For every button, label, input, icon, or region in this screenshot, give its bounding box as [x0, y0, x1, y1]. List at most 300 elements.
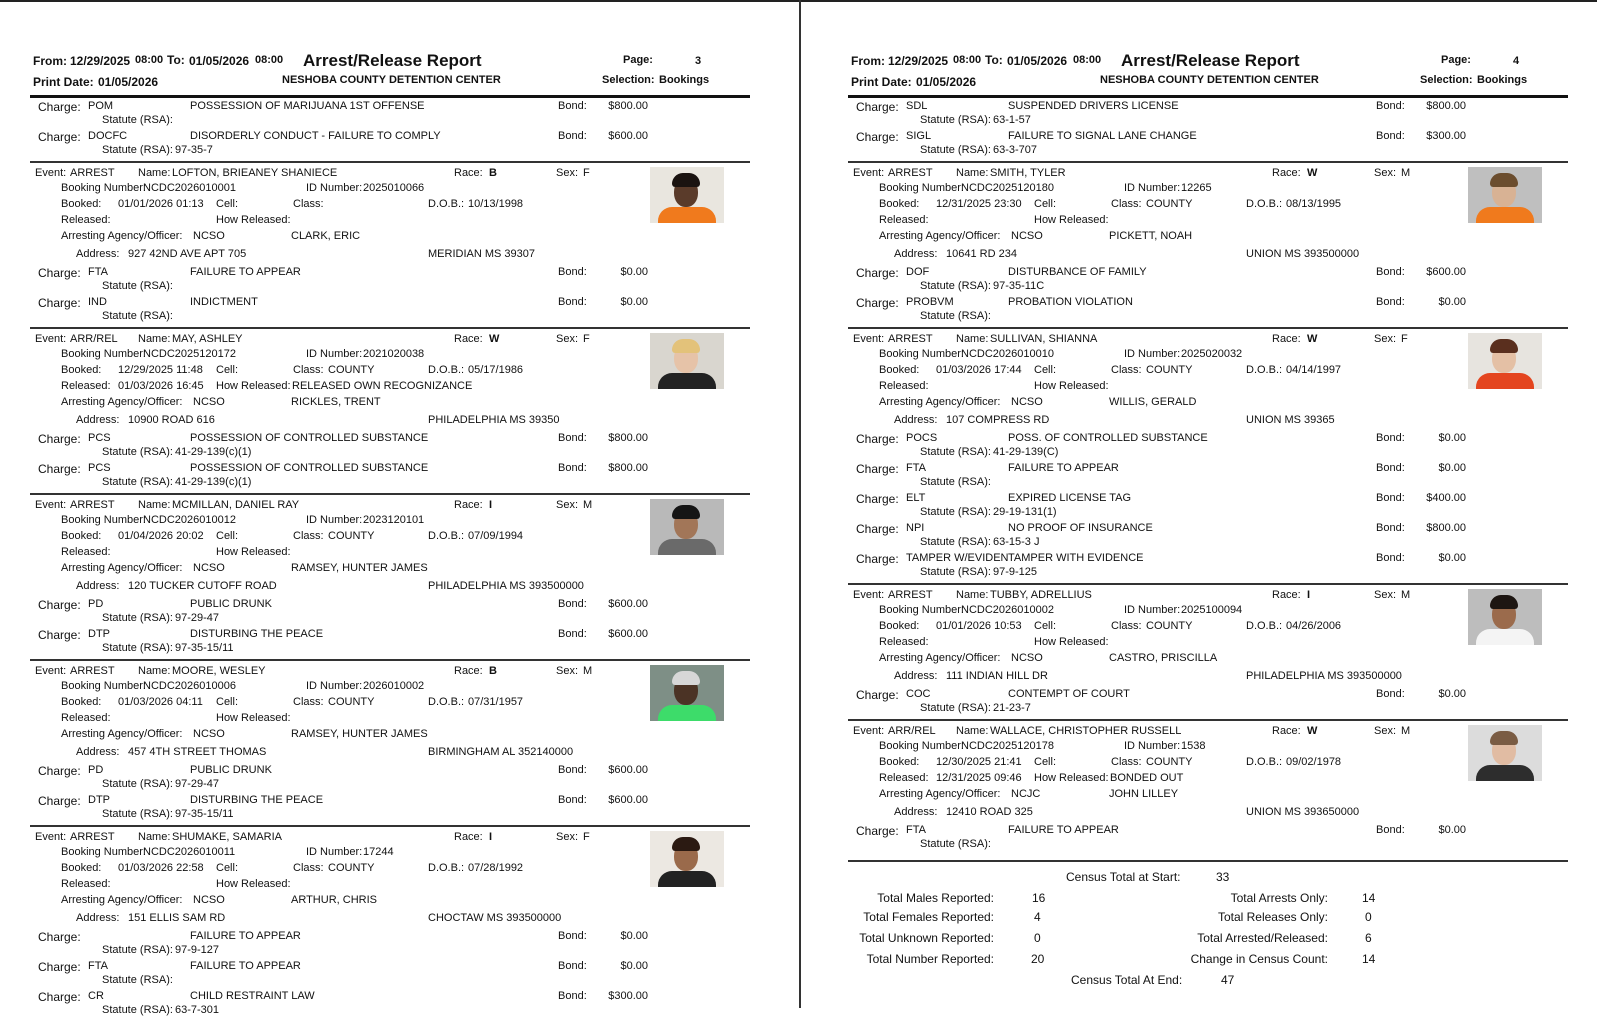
bond-label: Bond:: [558, 100, 587, 112]
charge-code: SIGL: [906, 130, 932, 142]
booked-label: Booked:: [61, 364, 102, 376]
address-row: [848, 248, 1568, 262]
cell-label: Cell:: [1034, 198, 1057, 210]
charge-code: POM: [88, 100, 114, 112]
statute-row: [30, 642, 750, 656]
facility-name: NESHOBA COUNTY DETENTION CENTER: [282, 74, 501, 86]
booking-number: NCDC2025120178: [961, 740, 1054, 752]
booking-number-label: Booking Number:: [61, 514, 146, 526]
females-label: Total Females Reported:: [863, 910, 994, 924]
sex-value: M: [1401, 167, 1411, 179]
bond-label: Bond:: [1376, 130, 1405, 142]
charge-label: Charge:: [856, 100, 899, 114]
released-row: [848, 380, 1568, 394]
statute-value: 63-3-707: [993, 144, 1038, 156]
race-value: W: [489, 333, 500, 345]
address-label: Address:: [894, 248, 938, 260]
agency-label: Arresting Agency/Officer:: [879, 396, 1001, 408]
id-number: 1538: [1181, 740, 1206, 752]
statute-row: [848, 280, 1568, 294]
charge-description: EXPIRED LICENSE TAG: [1008, 492, 1132, 504]
how-released-label: How Released:: [1034, 380, 1109, 392]
charge-code: DOF: [906, 266, 930, 278]
to-time: 08:00: [1073, 54, 1102, 66]
census-start-value: 33: [1216, 870, 1230, 884]
cell-label: Cell:: [1034, 620, 1057, 632]
race-value: W: [1307, 725, 1318, 737]
how-released-label: How Released:: [216, 214, 291, 226]
city-state-zip: CHOCTAW MS 393500000: [428, 912, 562, 924]
event-type: ARREST: [70, 499, 115, 511]
print-date-label: Print Date:: [33, 75, 94, 89]
charge-description: FAILURE TO APPEAR: [1008, 462, 1119, 474]
bond-label: Bond:: [558, 130, 587, 142]
event-type: ARREST: [888, 589, 933, 601]
booked-row: [30, 364, 750, 378]
address-value: 927 42ND AVE APT 705: [128, 248, 247, 260]
booked-datetime: 12/29/2025 11:48: [118, 364, 203, 376]
bond-amount: $800.00: [1426, 522, 1466, 534]
charge-label: Charge:: [38, 990, 81, 1004]
charge-code: POCS: [906, 432, 938, 444]
class-label: Class:: [1111, 620, 1142, 632]
charge-code: TAMPER W/EVIDEN: [906, 552, 1009, 564]
race-label: Race:: [454, 499, 483, 511]
sex-value: F: [583, 831, 590, 843]
event-type: ARREST: [70, 665, 115, 677]
name-label: Name:: [956, 725, 989, 737]
report-page-3: [30, 0, 750, 1016]
bond-label: Bond:: [1376, 522, 1405, 534]
statute-label: Statute (RSA):: [102, 642, 173, 654]
statute-label: Statute (RSA):: [920, 144, 991, 156]
agency-row: [848, 396, 1568, 410]
address-value: 120 TUCKER CUTOFF ROAD: [128, 580, 277, 592]
released-datetime: 12/31/2025 09:46: [936, 772, 1022, 784]
charge-code: PROBVM: [906, 296, 954, 308]
bond-amount: $600.00: [608, 598, 648, 610]
event-row: [30, 499, 750, 513]
statute-label: Statute (RSA):: [920, 566, 991, 578]
agency-row: [30, 230, 750, 244]
event-separator: [848, 161, 1568, 163]
bond-label: Bond:: [1376, 462, 1405, 474]
charge-label: Charge:: [38, 100, 81, 114]
bond-amount: $0.00: [1438, 688, 1466, 700]
charge-label: Charge:: [38, 296, 81, 310]
bond-amount: $600.00: [608, 628, 648, 640]
cell-label: Cell:: [1034, 364, 1057, 376]
charge-code: PD: [88, 764, 104, 776]
bond-amount: $0.00: [1438, 552, 1466, 564]
city-state-zip: PHILADELPHIA MS 393500000: [428, 580, 584, 592]
booking-row: [30, 680, 750, 694]
charge-row: [30, 598, 750, 612]
dob-value: 07/28/1992: [468, 862, 524, 874]
officer-name: ARTHUR, CHRIS: [291, 894, 377, 906]
event-row: [848, 725, 1568, 739]
class-value: COUNTY: [1146, 620, 1193, 632]
bond-label: Bond:: [1376, 824, 1405, 836]
booked-datetime: 12/31/2025 23:30: [936, 198, 1022, 210]
statute-row: [848, 566, 1568, 580]
bond-amount: $600.00: [608, 794, 648, 806]
bond-label: Bond:: [1376, 266, 1405, 278]
race-value: B: [489, 167, 497, 179]
id-number-label: ID Number:: [1124, 740, 1181, 752]
charge-row: [848, 462, 1568, 476]
booking-row: [30, 348, 750, 362]
females-value: 4: [1034, 910, 1041, 924]
released-row: [30, 380, 750, 394]
bond-amount: $0.00: [1438, 432, 1466, 444]
statute-label: Statute (RSA):: [102, 280, 173, 292]
booking-number: NCDC2026010002: [961, 604, 1054, 616]
booked-label: Booked:: [61, 862, 102, 874]
arrests-label: Total Arrests Only:: [1230, 891, 1328, 905]
charge-row: [848, 432, 1568, 446]
class-value: COUNTY: [1146, 364, 1193, 376]
to-date: 01/05/2026: [1007, 54, 1068, 68]
event-separator: [30, 161, 750, 163]
dob-label: D.O.B.:: [1246, 620, 1283, 632]
bond-label: Bond:: [558, 598, 587, 610]
statute-value: 97-9-125: [993, 566, 1038, 578]
class-label: Class:: [293, 364, 324, 376]
name-label: Name:: [138, 665, 171, 677]
race-value: I: [1307, 589, 1311, 601]
booking-row: [848, 348, 1568, 362]
bond-amount: $0.00: [620, 266, 648, 278]
charge-label: Charge:: [38, 598, 81, 612]
charge-description: PROBATION VIOLATION: [1008, 296, 1133, 308]
city-state-zip: BIRMINGHAM AL 352140000: [428, 746, 574, 758]
census-end-value: 47: [1221, 973, 1235, 987]
agency-label: Arresting Agency/Officer:: [61, 728, 183, 740]
released-label: Released:: [61, 380, 111, 392]
event-separator: [848, 583, 1568, 585]
charge-code: DOCFC: [88, 130, 128, 142]
address-label: Address:: [76, 414, 120, 426]
city-state-zip: UNION MS 393650000: [1246, 806, 1360, 818]
from-date: 12/29/2025: [888, 54, 949, 68]
charge-row: [30, 960, 750, 974]
charge-row: [30, 990, 750, 1004]
officer-name: CLARK, ERIC: [291, 230, 361, 242]
how-released-value: BONDED OUT: [1110, 772, 1184, 784]
dob-value: 09/02/1978: [1286, 756, 1342, 768]
id-number-label: ID Number:: [1124, 348, 1181, 360]
id-number: 2025100094: [1181, 604, 1243, 616]
statute-label: Statute (RSA):: [102, 446, 173, 458]
charge-code: FTA: [88, 960, 108, 972]
statute-label: Statute (RSA):: [102, 476, 173, 488]
charge-code: SDL: [906, 100, 928, 112]
charge-label: Charge:: [856, 824, 899, 838]
agency-label: Arresting Agency/Officer:: [61, 230, 183, 242]
booked-row: [848, 620, 1568, 634]
cell-label: Cell:: [1034, 756, 1057, 768]
bond-amount: $600.00: [608, 130, 648, 142]
unknown-value: 0: [1034, 931, 1041, 945]
charge-description: POSSESSION OF CONTROLLED SUBSTANCE: [190, 432, 429, 444]
address-label: Address:: [76, 912, 120, 924]
person-name: MAY, ASHLEY: [172, 333, 243, 345]
bond-amount: $0.00: [620, 960, 648, 972]
sex-label: Sex:: [1374, 167, 1397, 179]
report-title: Arrest/Release Report: [1121, 51, 1300, 70]
event-type: ARREST: [70, 831, 115, 843]
agency-value: NCSO: [193, 230, 225, 242]
event-type: ARREST: [888, 333, 933, 345]
charge-code: PCS: [88, 432, 111, 444]
sex-label: Sex:: [556, 167, 579, 179]
agency-label: Arresting Agency/Officer:: [61, 396, 183, 408]
address-row: [30, 912, 750, 926]
how-released-label: How Released:: [1034, 772, 1109, 784]
from-time: 08:00: [135, 54, 164, 66]
race-label: Race:: [454, 831, 483, 843]
event-type: ARREST: [888, 167, 933, 179]
charge-description: POSSESSION OF MARIJUANA 1ST OFFENSE: [190, 100, 425, 112]
statute-value: 97-35-7: [175, 144, 213, 156]
event-type: ARR/REL: [888, 725, 936, 737]
charge-label: Charge:: [38, 628, 81, 642]
bond-amount: $300.00: [608, 990, 648, 1002]
race-value: W: [1307, 167, 1318, 179]
statute-row: [30, 612, 750, 626]
charge-code: COC: [906, 688, 931, 700]
bond-amount: $300.00: [1426, 130, 1466, 142]
event-separator: [30, 659, 750, 661]
agency-value: NCSO: [1011, 652, 1043, 664]
event-label: Event:: [35, 831, 67, 843]
booked-label: Booked:: [879, 756, 920, 768]
sex-value: M: [1401, 725, 1411, 737]
dob-value: 10/13/1998: [468, 198, 524, 210]
from-time: 08:00: [953, 54, 982, 66]
id-number-label: ID Number:: [306, 846, 363, 858]
statute-label: Statute (RSA):: [102, 1004, 173, 1016]
arrests-value: 14: [1362, 891, 1376, 905]
statute-row: [848, 702, 1568, 716]
bond-label: Bond:: [1376, 688, 1405, 700]
sex-label: Sex:: [556, 333, 579, 345]
booked-row: [848, 198, 1568, 212]
statute-value: 21-23-7: [993, 702, 1031, 714]
charge-description: POSSESSION OF CONTROLLED SUBSTANCE: [190, 462, 429, 474]
bond-label: Bond:: [558, 266, 587, 278]
charge-description: DISTURBANCE OF FAMILY: [1008, 266, 1147, 278]
cell-label: Cell:: [216, 862, 239, 874]
officer-name: CASTRO, PRISCILLA: [1109, 652, 1218, 664]
address-label: Address:: [76, 248, 120, 260]
charge-row: [848, 100, 1568, 114]
class-value: COUNTY: [328, 364, 375, 376]
released-label: Released:: [879, 772, 929, 784]
person-name: TUBBY, ADRELLIUS: [990, 589, 1092, 601]
name-label: Name:: [956, 333, 989, 345]
statute-label: Statute (RSA):: [920, 506, 991, 518]
charge-code: FTA: [906, 824, 926, 836]
class-label: Class:: [293, 198, 324, 210]
charge-row: [30, 764, 750, 778]
statute-label: Statute (RSA):: [920, 536, 991, 548]
event-row: [30, 665, 750, 679]
address-row: [30, 746, 750, 760]
class-value: COUNTY: [328, 696, 375, 708]
how-released-label: How Released:: [216, 380, 291, 392]
booking-row: [30, 514, 750, 528]
event-separator: [848, 719, 1568, 721]
statute-row: [848, 446, 1568, 460]
charge-row: [848, 552, 1568, 566]
charge-row: [30, 930, 750, 944]
agency-value: NCSO: [193, 562, 225, 574]
statute-row: [30, 280, 750, 294]
agency-row: [848, 652, 1568, 666]
report-page-4: [848, 0, 1568, 1008]
charge-description: PUBLIC DRUNK: [190, 598, 272, 610]
event-label: Event:: [35, 333, 67, 345]
address-value: 10900 ROAD 616: [128, 414, 215, 426]
releases-label: Total Releases Only:: [1217, 910, 1328, 924]
event-type: ARREST: [70, 167, 115, 179]
booking-number: NCDC2025120172: [143, 348, 236, 360]
class-value: COUNTY: [1146, 756, 1193, 768]
bond-amount: $800.00: [608, 100, 648, 112]
bond-amount: $0.00: [1438, 296, 1466, 308]
statute-row: [30, 944, 750, 958]
how-released-value: RELEASED OWN RECOGNIZANCE: [292, 380, 473, 392]
releases-value: 0: [1365, 910, 1372, 924]
booked-datetime: 12/30/2025 21:41: [936, 756, 1022, 768]
event-label: Event:: [35, 665, 67, 677]
name-label: Name:: [138, 831, 171, 843]
id-number: 17244: [363, 846, 394, 858]
statute-value: 63-1-57: [993, 114, 1031, 126]
agency-value: NCSO: [193, 728, 225, 740]
summary-rule: [848, 860, 1568, 862]
charge-label: Charge:: [856, 296, 899, 310]
charge-code: DTP: [88, 794, 110, 806]
statute-label: Statute (RSA):: [102, 114, 173, 126]
booking-row: [30, 846, 750, 860]
sex-value: F: [1401, 333, 1408, 345]
sex-label: Sex:: [1374, 589, 1397, 601]
officer-name: RAMSEY, HUNTER JAMES: [291, 562, 428, 574]
change-value: 14: [1362, 952, 1376, 966]
address-row: [30, 414, 750, 428]
charge-label: Charge:: [38, 930, 81, 944]
id-number-label: ID Number:: [306, 680, 363, 692]
bond-label: Bond:: [558, 296, 587, 308]
bond-label: Bond:: [1376, 552, 1405, 564]
booked-datetime: 01/03/2026 22:58: [118, 862, 204, 874]
bond-label: Bond:: [558, 764, 587, 776]
dob-label: D.O.B.:: [428, 862, 465, 874]
officer-name: RAMSEY, HUNTER JAMES: [291, 728, 428, 740]
agency-label: Arresting Agency/Officer:: [61, 894, 183, 906]
class-label: Class:: [1111, 756, 1142, 768]
event-label: Event:: [853, 167, 885, 179]
id-number: 2025020032: [1181, 348, 1243, 360]
cell-label: Cell:: [216, 364, 239, 376]
dob-label: D.O.B.:: [1246, 198, 1283, 210]
statute-label: Statute (RSA):: [920, 476, 991, 488]
id-number-label: ID Number:: [306, 348, 363, 360]
booking-number-label: Booking Number:: [879, 182, 964, 194]
charge-row: [30, 296, 750, 310]
bond-amount: $800.00: [608, 432, 648, 444]
race-label: Race:: [1272, 167, 1301, 179]
booked-datetime: 01/01/2026 10:53: [936, 620, 1022, 632]
booked-label: Booked:: [61, 530, 102, 542]
event-separator: [30, 327, 750, 329]
charge-row: [30, 266, 750, 280]
agency-label: Arresting Agency/Officer:: [879, 230, 1001, 242]
statute-label: Statute (RSA):: [102, 144, 173, 156]
statute-value: 97-29-47: [175, 778, 220, 790]
to-label: To:: [985, 53, 1003, 67]
bond-amount: $800.00: [608, 462, 648, 474]
released-row: [30, 214, 750, 228]
released-row: [848, 214, 1568, 228]
released-datetime: 01/03/2026 16:45: [118, 380, 204, 392]
statute-label: Statute (RSA):: [102, 944, 173, 956]
id-number-label: ID Number:: [306, 182, 363, 194]
page-label: Page:: [623, 54, 653, 66]
sex-label: Sex:: [556, 665, 579, 677]
selection-value: Bookings: [659, 74, 710, 86]
statute-row: [848, 114, 1568, 128]
address-row: [30, 248, 750, 262]
person-name: SHUMAKE, SAMARIA: [172, 831, 283, 843]
cell-label: Cell:: [216, 198, 239, 210]
address-label: Address:: [76, 746, 120, 758]
selection-value: Bookings: [1477, 74, 1528, 86]
arrrel-label: Total Arrested/Released:: [1197, 931, 1328, 945]
dob-value: 05/17/1986: [468, 364, 524, 376]
statute-row: [30, 778, 750, 792]
booked-datetime: 01/01/2026 01:13: [118, 198, 204, 210]
charge-row: [848, 296, 1568, 310]
report-title: Arrest/Release Report: [303, 51, 482, 70]
statute-value: 29-19-131(1): [993, 506, 1057, 518]
id-number-label: ID Number:: [306, 514, 363, 526]
charge-description: NO PROOF OF INSURANCE: [1008, 522, 1153, 534]
released-row: [848, 636, 1568, 650]
statute-row: [848, 838, 1568, 852]
address-value: 107 COMPRESS RD: [946, 414, 1050, 426]
charge-description: DISORDERLY CONDUCT - FAILURE TO COMPLY: [190, 130, 441, 142]
dob-label: D.O.B.:: [428, 530, 465, 542]
census-start-label: Census Total at Start:: [1066, 870, 1181, 884]
booked-row: [30, 862, 750, 876]
address-value: 151 ELLIS SAM RD: [128, 912, 226, 924]
event-separator: [30, 825, 750, 827]
booked-row: [848, 364, 1568, 378]
charge-description: POSS. OF CONTROLLED SUBSTANCE: [1008, 432, 1208, 444]
charge-code: PD: [88, 598, 104, 610]
booking-number: NCDC2026010010: [961, 348, 1054, 360]
sex-label: Sex:: [556, 499, 579, 511]
charge-row: [848, 130, 1568, 144]
charge-label: Charge:: [856, 266, 899, 280]
statute-label: Statute (RSA):: [920, 280, 991, 292]
statute-label: Statute (RSA):: [920, 838, 991, 850]
id-number: 2021020038: [363, 348, 425, 360]
